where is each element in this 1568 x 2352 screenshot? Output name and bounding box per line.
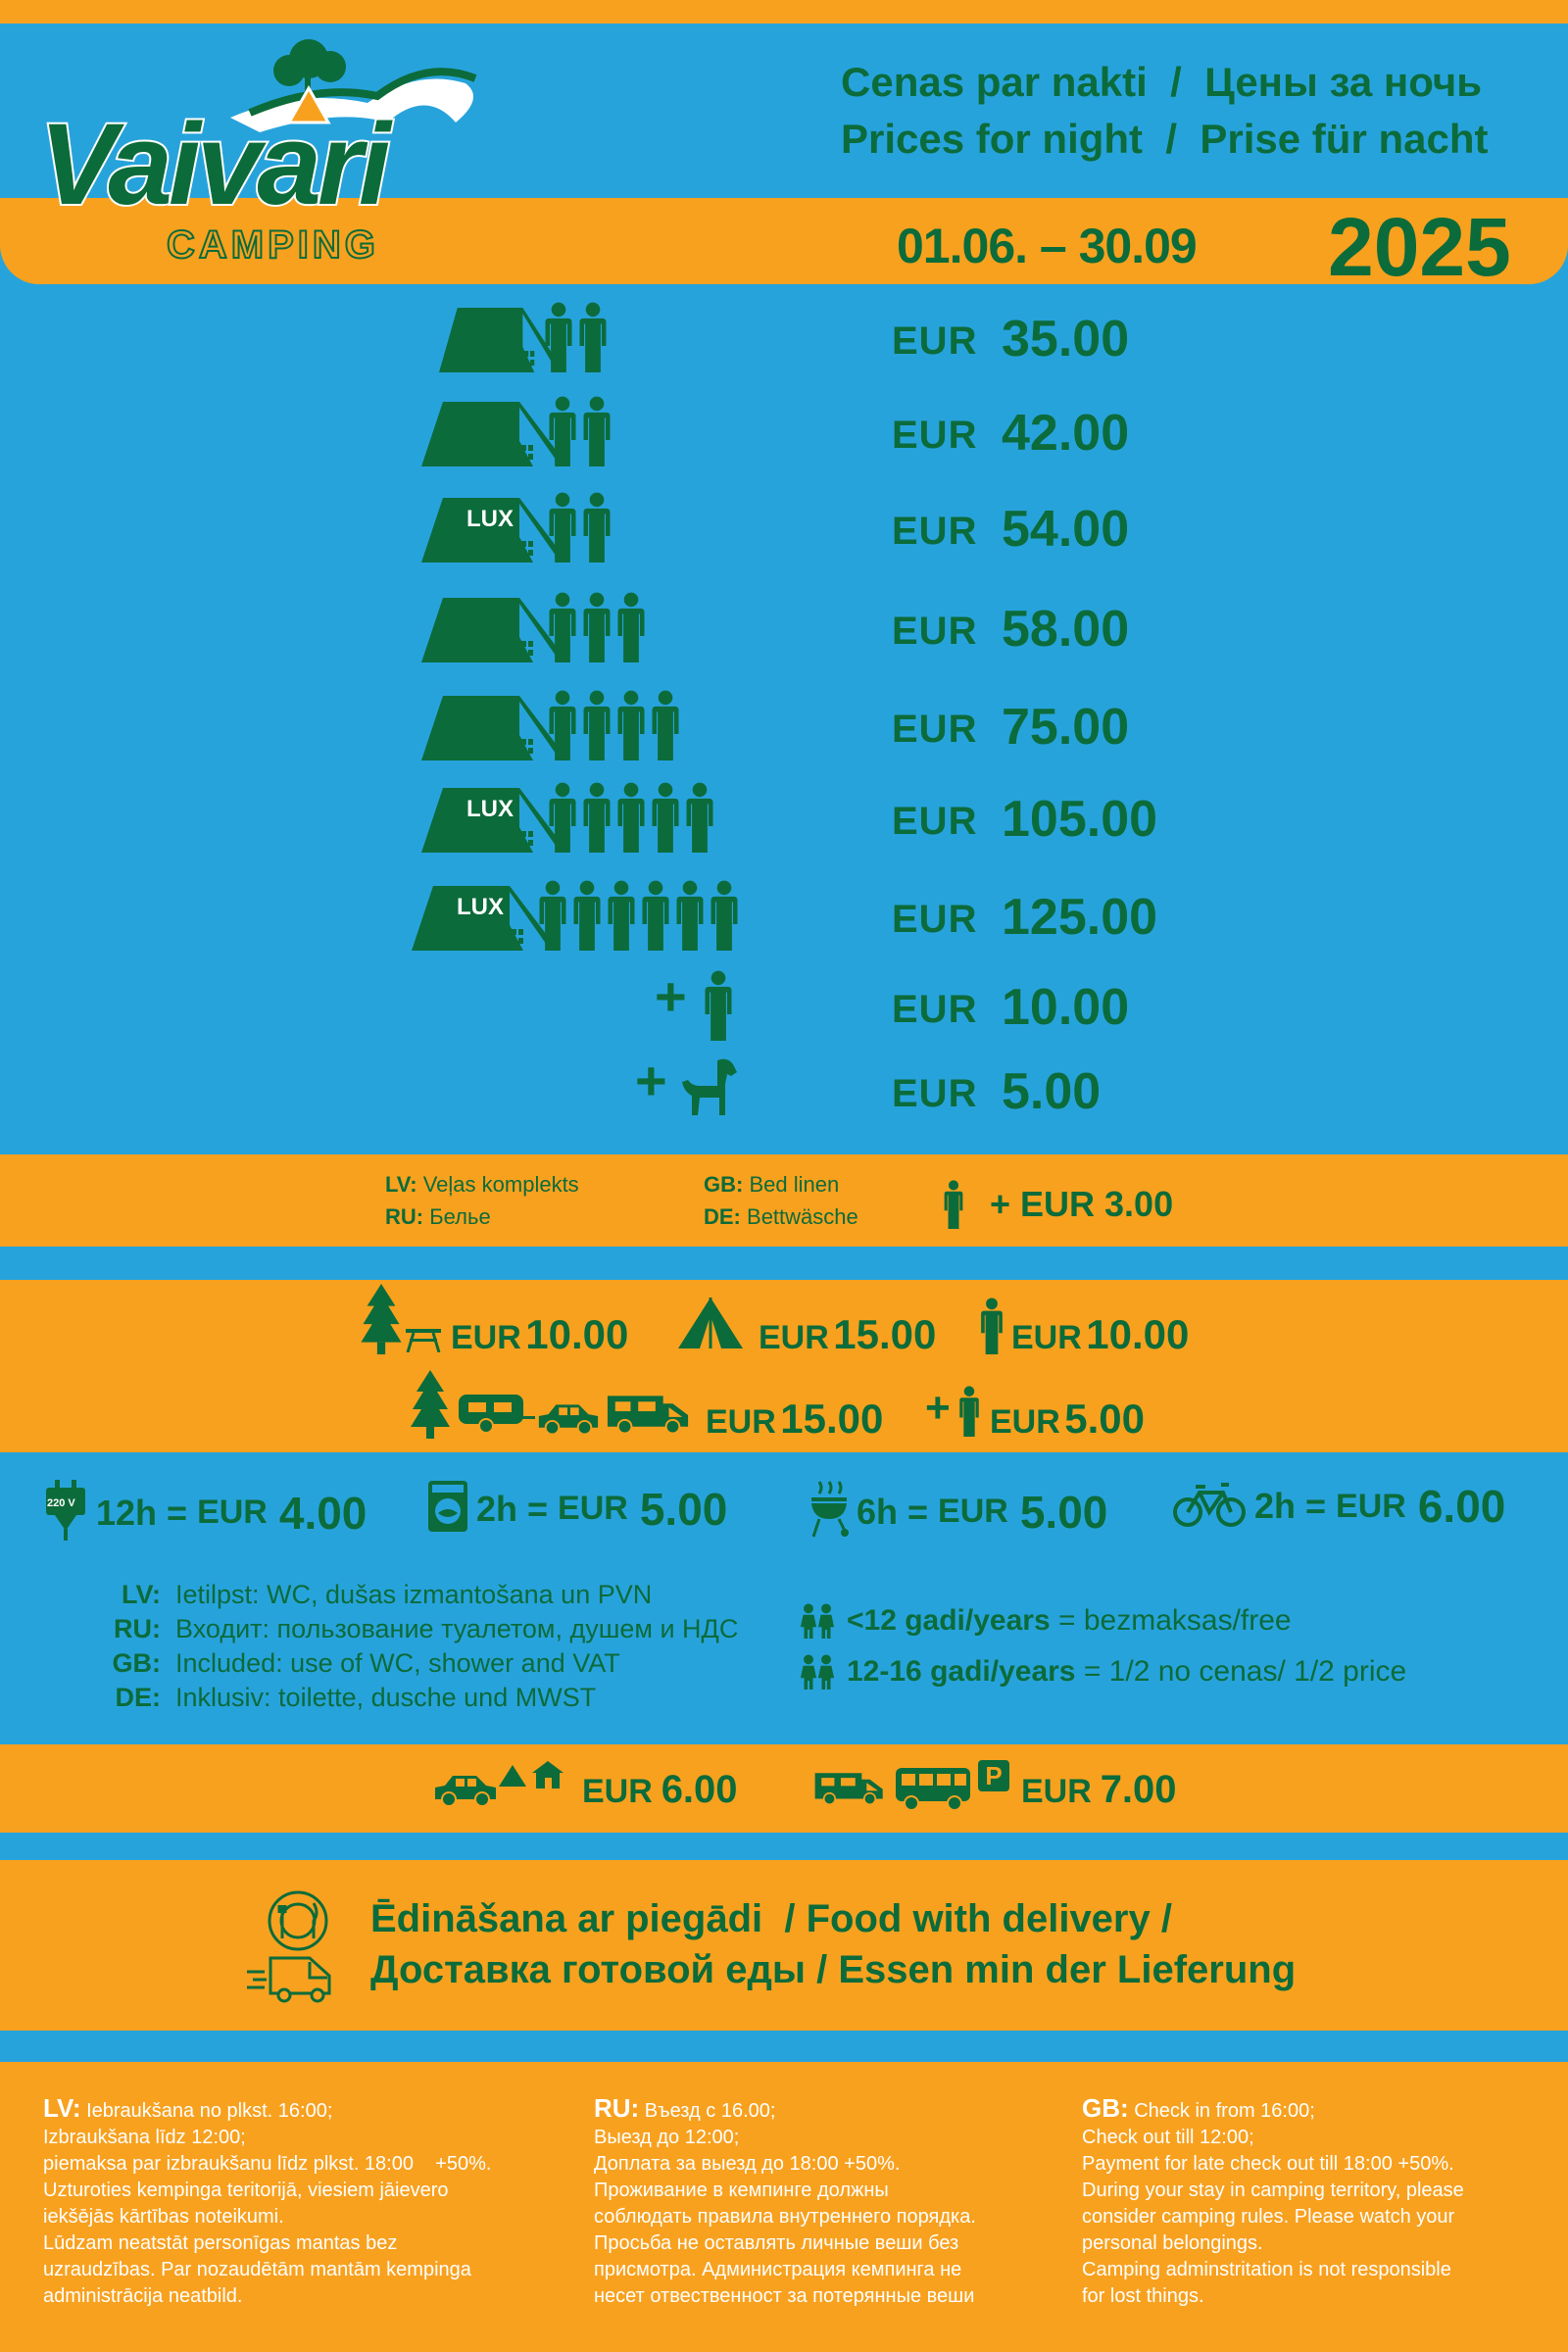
extra-dog-price: 5.00 [1002, 1063, 1102, 1120]
children-icon [800, 1603, 835, 1639]
included-text: Входит: пользование туалетом, душем и НДС [175, 1614, 739, 1643]
currency-label: EUR [892, 319, 978, 363]
footer-line: Lūdzam neatstāt personīgas mantas bez [43, 2232, 398, 2254]
camper-icon [606, 1390, 692, 1437]
picnic-price: EUR 10.00 [451, 1311, 629, 1357]
linen-gb [704, 1172, 839, 1198]
footer-line: Uzturoties kempinga teritorijā, viesiem jāievero [43, 2180, 449, 2201]
car-icon [535, 1399, 602, 1437]
footer-line: Проживание в кемпинге должны [594, 2180, 889, 2201]
service-duration: 6h = [857, 1491, 939, 1532]
person-icon [617, 690, 645, 760]
footer-line: Доплата за выезд до 18:00 +50%. [594, 2153, 901, 2175]
delivery-van-icon [245, 1954, 339, 2003]
footer-lv [43, 2095, 491, 2310]
plus-sign: + [925, 1384, 951, 1432]
bus-icon [894, 1764, 972, 1813]
service-plug [43, 1480, 367, 1545]
footer-gb [1082, 2095, 1464, 2310]
footer-line: Выезд до 12:00; [594, 2127, 740, 2148]
footer-text [1082, 2100, 1464, 2307]
extra-person-row [0, 965, 1568, 1058]
children-icon [800, 1654, 835, 1690]
person-icon [583, 396, 611, 466]
person-icon [617, 782, 645, 853]
cabin-price: 105.00 [1002, 791, 1158, 848]
tree-icon [361, 1284, 402, 1354]
service-duration: 2h = [1254, 1486, 1337, 1526]
house-icon [531, 1760, 564, 1789]
currency-label: EUR [197, 1494, 268, 1531]
footer-line: соблюдать правила внутреннего порядка. [594, 2206, 976, 2228]
service-price: 5.00 [639, 1483, 728, 1535]
person-icon [573, 880, 601, 951]
person-icon [686, 782, 713, 853]
header-line-1: Cenas par nakti / Цены за ночь [841, 59, 1483, 105]
person-icon [539, 880, 566, 951]
footer-text [594, 2100, 976, 2307]
cabin-price: 125.00 [1002, 889, 1158, 946]
lux-label: LUX [466, 506, 514, 532]
service-bicycle [1172, 1480, 1505, 1533]
plug-icon [43, 1480, 88, 1545]
currency-label: EUR [892, 510, 978, 553]
linen-text: Белье [429, 1204, 491, 1229]
extra-person-price: 10.00 [1002, 979, 1130, 1036]
service-washing-machine [427, 1480, 727, 1538]
footer-line: Check in from 16:00; [1134, 2100, 1315, 2122]
age-price: = 1/2 no cenas/ 1/2 price [1075, 1655, 1407, 1688]
season-period: 01.06. – 30.09 [897, 219, 1197, 273]
food-band [0, 1860, 1568, 2031]
header-line-2: Prices for night / Prise für nacht [841, 116, 1489, 162]
caravan-icon [457, 1390, 535, 1435]
person-icon [583, 782, 611, 853]
tent-price: EUR 15.00 [759, 1311, 937, 1357]
footer-line: iekšējās kārtības noteikumi. [43, 2206, 284, 2228]
person-icon [579, 302, 607, 372]
footer-line: несет отвественност за потерянные веши [594, 2285, 975, 2307]
footer-line: Camping adminstritation is not responsible [1082, 2259, 1451, 2280]
tent-small-icon [498, 1764, 527, 1788]
age-price: = bezmaksas/free [1050, 1604, 1292, 1637]
person-icon [676, 880, 704, 951]
cabin-icon [421, 402, 568, 466]
person-icon [583, 492, 611, 563]
service-duration: 2h = [476, 1488, 559, 1529]
parking-band [0, 1744, 1568, 1833]
footer-line: Izbraukšana līdz 12:00; [43, 2127, 246, 2148]
currency-label: EUR [938, 1493, 1008, 1530]
included-line [98, 1614, 738, 1644]
food-line-1: Ēdināšana ar piegādi / Food with delivery / [370, 1897, 1172, 1940]
voltage-badge: 220 V [47, 1497, 75, 1509]
linen-text: Bed linen [749, 1172, 840, 1197]
currency-label: EUR [892, 898, 978, 941]
person-icon [652, 782, 679, 853]
included-text: Included: use of WC, shower and VAT [175, 1648, 620, 1678]
person-icon [608, 880, 635, 951]
cabin-price: 54.00 [1002, 501, 1130, 558]
service-price: 5.00 [1019, 1486, 1108, 1538]
cabin-row [0, 880, 1568, 968]
linen-band [0, 1154, 1568, 1247]
linen-price: + EUR 3.00 [990, 1184, 1174, 1224]
person-icon [980, 1298, 1004, 1354]
footer-line: piemaksa par izbraukšanu līdz plkst. 18:00 +50%. [43, 2153, 492, 2175]
included-line [98, 1648, 620, 1679]
logo-subtitle: CAMPING [167, 223, 379, 267]
plus-sign: + [655, 965, 687, 1027]
age-range: 12-16 gadi/years [847, 1655, 1076, 1688]
car-icon [431, 1770, 500, 1809]
age-range: <12 gadi/years [847, 1604, 1051, 1637]
footer-ru [594, 2095, 976, 2310]
person-icon [549, 782, 576, 853]
footer-text [43, 2100, 491, 2307]
lang-code: RU: [114, 1614, 161, 1643]
lang-code: RU: [594, 2093, 640, 2123]
camp-person-price: EUR 10.00 [1011, 1311, 1190, 1357]
grill-icon [809, 1480, 849, 1544]
person-icon [944, 1180, 963, 1229]
cabin-row [0, 592, 1568, 680]
cabin-icon [421, 696, 568, 760]
cabin-price: 58.00 [1002, 601, 1130, 658]
person-icon [549, 592, 576, 662]
lang-code: GB: [112, 1648, 161, 1678]
person-icon [549, 690, 576, 760]
service-price: 6.00 [1417, 1481, 1506, 1532]
linen-ru [385, 1204, 491, 1230]
cabin-price: 35.00 [1002, 311, 1130, 368]
cabin-row [0, 492, 1568, 580]
children-line [800, 1603, 1292, 1639]
vehicle-person-price: EUR 5.00 [990, 1396, 1145, 1442]
top-orange-strip [0, 0, 1568, 24]
person-icon [617, 592, 645, 662]
lang-code: LV: [43, 2093, 81, 2123]
cabin-row [0, 302, 1568, 390]
footer-line: Просьба не оставлять личные веши без [594, 2232, 959, 2254]
lang-code: LV: [385, 1172, 417, 1197]
footer-line: administrācija neatbild. [43, 2285, 243, 2307]
footer-line: Payment for late check out till 18:00 +50%. [1082, 2153, 1454, 2175]
tent-icon [676, 1296, 745, 1350]
lux-label: LUX [466, 796, 514, 822]
currency-label: EUR [892, 800, 978, 843]
cabin-price: 75.00 [1002, 699, 1130, 756]
bicycle-icon [1172, 1481, 1247, 1533]
footer-line: for lost things. [1082, 2285, 1204, 2307]
plate-cutlery-icon [267, 1889, 329, 1952]
person-icon [958, 1386, 980, 1437]
parking-price-2: EUR 7.00 [1021, 1768, 1177, 1811]
lux-label: LUX [457, 894, 504, 920]
season-year: 2025 [1328, 201, 1511, 293]
footer-line: Въезд с 16.00; [644, 2100, 776, 2122]
footer-line: uzraudzības. Par nozaudētām mantām kempinga [43, 2259, 471, 2280]
parking-price-1: EUR 6.00 [582, 1768, 738, 1811]
service-price: 4.00 [278, 1487, 368, 1539]
footer-line: consider camping rules. Please watch your [1082, 2206, 1455, 2228]
person-icon [545, 302, 572, 372]
lang-code: GB: [1082, 2093, 1129, 2123]
currency-label: EUR [1336, 1487, 1406, 1525]
cabin-price: 42.00 [1002, 405, 1130, 462]
included-line [98, 1580, 652, 1610]
linen-text: Bettwäsche [747, 1204, 858, 1229]
parking-sign-icon: P [978, 1760, 1009, 1791]
lang-code: DE: [704, 1204, 741, 1229]
service-duration: 12h = [96, 1492, 198, 1533]
currency-label: EUR [892, 414, 978, 457]
currency-label: EUR [892, 988, 978, 1031]
included-text: Ietilpst: WC, dušas izmantošana un PVN [175, 1580, 653, 1609]
currency-label: EUR [892, 1072, 978, 1115]
person-icon [549, 492, 576, 563]
cabin-row [0, 690, 1568, 778]
lang-code: DE: [115, 1683, 161, 1712]
included-text: Inklusiv: toilette, dusche und MWST [175, 1683, 597, 1712]
camper-icon [813, 1766, 886, 1809]
linen-lv [385, 1172, 579, 1198]
person-icon [549, 396, 576, 466]
footer-line: personal belongings. [1082, 2232, 1263, 2254]
cabin-row [0, 782, 1568, 870]
extra-dog-row [0, 1050, 1568, 1143]
lang-code: RU: [385, 1204, 424, 1229]
footer-line: During your stay in camping territory, please [1082, 2180, 1464, 2201]
lang-code: GB: [704, 1172, 744, 1197]
footer-line: присмотра. Администрация кемпинга не [594, 2259, 962, 2280]
currency-label: EUR [892, 708, 978, 751]
footer-line: Check out till 12:00; [1082, 2127, 1254, 2148]
picnic-table-icon [406, 1325, 441, 1352]
vehicle-price: EUR 15.00 [706, 1396, 884, 1442]
lang-code: LV: [122, 1580, 161, 1609]
service-grill [809, 1480, 1107, 1544]
currency-label: EUR [892, 610, 978, 653]
person-icon [583, 592, 611, 662]
footer-line: Iebraukšana no plkst. 16:00; [86, 2100, 333, 2122]
tree-icon [410, 1370, 451, 1439]
linen-de [704, 1204, 858, 1230]
cabin-icon [421, 598, 568, 662]
washing-machine-icon [427, 1480, 468, 1538]
plus-sign: + [635, 1050, 667, 1111]
currency-label: EUR [558, 1490, 628, 1527]
cabin-row [0, 396, 1568, 484]
person-icon [704, 970, 733, 1041]
person-icon [642, 880, 669, 951]
food-line-2: Доставка готовой еды / Essen min der Lieferung [370, 1948, 1297, 1991]
included-line [98, 1683, 596, 1713]
person-icon [710, 880, 738, 951]
person-icon [583, 690, 611, 760]
person-icon [652, 690, 679, 760]
logo-wordmark: Vaivari [39, 100, 387, 229]
logo [29, 29, 578, 274]
dog-icon [678, 1056, 739, 1119]
children-line [800, 1654, 1406, 1690]
linen-text: Veļas komplekts [422, 1172, 579, 1197]
